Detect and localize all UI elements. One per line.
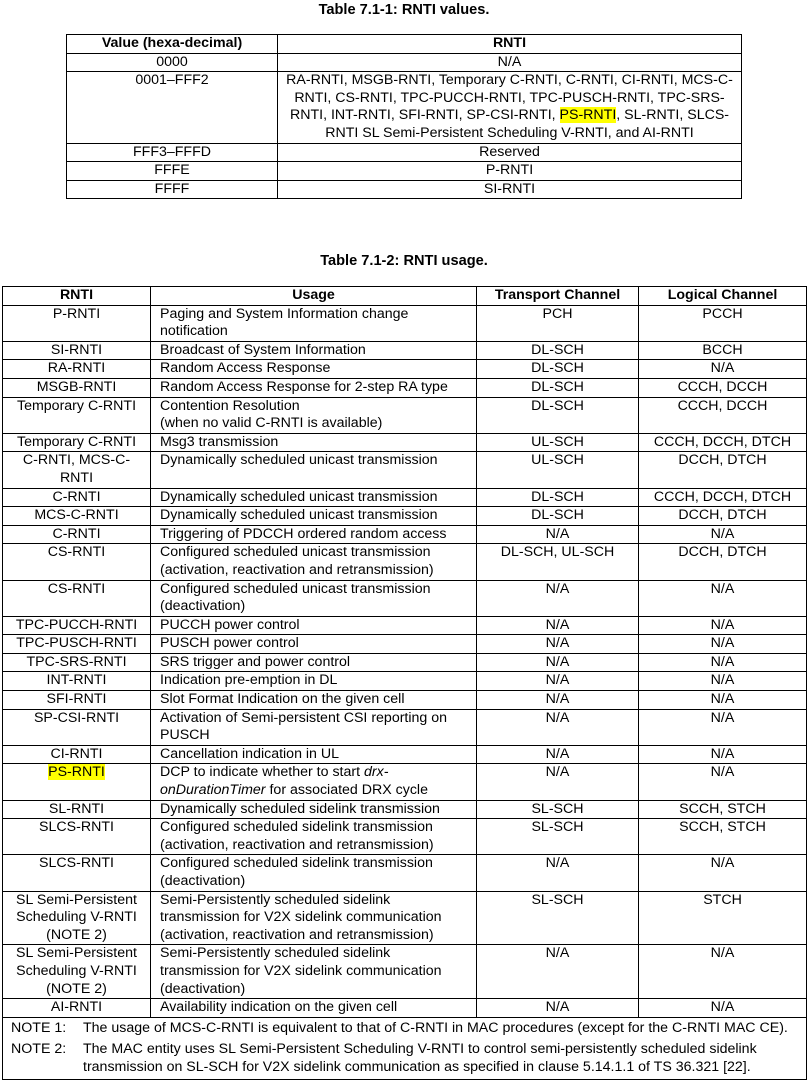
rnti-cell: MCS-C-RNTI <box>3 507 151 526</box>
rnti-cell: MSGB-RNTI <box>3 378 151 397</box>
rnti-cell: SFI-RNTI <box>3 691 151 710</box>
transport-channel-cell: N/A <box>477 653 639 672</box>
logical-channel-cell: N/A <box>639 745 807 764</box>
logical-channel-cell: N/A <box>639 709 807 745</box>
logical-channel-cell: CCCH, DCCH, DTCH <box>639 488 807 507</box>
usage-cell: SRS trigger and power control <box>151 653 477 672</box>
transport-channel-cell: N/A <box>477 616 639 635</box>
table-row <box>3 999 807 1018</box>
logical-channel-cell: N/A <box>639 945 807 999</box>
usage-cell: Configured scheduled unicast transmission (deactivation) <box>151 580 477 616</box>
value-cell: 0001–FFF2 <box>67 72 278 143</box>
table-row <box>3 855 807 891</box>
usage-cell: Paging and System Information change notification <box>151 305 477 341</box>
value-cell: FFFE <box>67 162 278 181</box>
table-row <box>67 180 742 199</box>
transport-channel-cell: DL-SCH <box>477 488 639 507</box>
usage-cell: Configured scheduled sidelink transmission (activation, reactivation and retransmission) <box>151 819 477 855</box>
logical-channel-cell: N/A <box>639 653 807 672</box>
rnti-cell: SL Semi-Persistent Scheduling V-RNTI (NOTE 2) <box>3 945 151 999</box>
table-7-1-1-caption: Table 7.1-1: RNTI values. <box>318 2 490 18</box>
usage-cell: Availability indication on the given cell <box>151 999 477 1018</box>
rnti-cell: SP-CSI-RNTI <box>3 709 151 745</box>
rnti-cell: SLCS-RNTI <box>3 855 151 891</box>
transport-channel-cell: N/A <box>477 525 639 544</box>
rnti-cell: N/A <box>278 53 742 72</box>
transport-channel-cell: DL-SCH <box>477 360 639 379</box>
logical-channel-cell: N/A <box>639 360 807 379</box>
logical-channel-cell: N/A <box>639 691 807 710</box>
usage-text: Contention Resolution <box>160 397 300 414</box>
logical-channel-cell: N/A <box>639 764 807 800</box>
rnti-cell: SL-RNTI <box>3 800 151 819</box>
usage-text: (when no valid C-RNTI is available) <box>160 415 383 432</box>
usage-cell: Slot Format Indication on the given cell <box>151 691 477 710</box>
usage-cell: Dynamically scheduled unicast transmission <box>151 452 477 488</box>
header-transport-channel: Transport Channel <box>477 287 639 306</box>
usage-cell: Configured scheduled sidelink transmission (deactivation) <box>151 855 477 891</box>
note-1 <box>11 1020 802 1038</box>
table-row <box>3 764 807 800</box>
table-row <box>3 945 807 999</box>
table-row <box>67 72 742 143</box>
logical-channel-cell: N/A <box>639 525 807 544</box>
rnti-list-text: , SL-RNTI, SLCS-RNTI SL Semi-Persistent Scheduling V-RNTI, and AI-RNTI <box>325 107 730 141</box>
table-row <box>3 691 807 710</box>
table-row <box>3 745 807 764</box>
notes-cell <box>3 1017 807 1079</box>
transport-channel-cell: N/A <box>477 580 639 616</box>
logical-channel-cell: DCCH, DTCH <box>639 507 807 526</box>
transport-channel-cell: PCH <box>477 305 639 341</box>
transport-channel-cell: N/A <box>477 709 639 745</box>
usage-text: DCP to indicate whether to start <box>160 764 364 781</box>
table-header-row <box>67 35 742 54</box>
table-row <box>3 672 807 691</box>
usage-cell: Dynamically scheduled unicast transmission <box>151 488 477 507</box>
ps-rnti-highlight: PS-RNTI <box>48 764 105 781</box>
value-cell: FFF3–FFFD <box>67 143 278 162</box>
usage-cell: Random Access Response for 2-step RA type <box>151 378 477 397</box>
rnti-cell: Temporary C-RNTI <box>3 433 151 452</box>
rnti-cell: AI-RNTI <box>3 999 151 1018</box>
logical-channel-cell: PCCH <box>639 305 807 341</box>
transport-channel-cell: DL-SCH <box>477 397 639 433</box>
usage-cell: Activation of Semi-persistent CSI reporting on PUSCH <box>151 709 477 745</box>
usage-cell: Semi-Persistently scheduled sidelink transmission for V2X sidelink communication (deactivation) <box>151 945 477 999</box>
note-text: The MAC entity uses SL Semi-Persistent Scheduling V-RNTI to control semi-persistently scheduled sidelink transmission on SL-SCH for V2X sidelink communication as specified in clause 5.14.1.1 of TS 36.321 [22]. <box>83 1041 757 1075</box>
rnti-cell: C-RNTI <box>3 488 151 507</box>
value-cell: FFFF <box>67 180 278 199</box>
logical-channel-cell: N/A <box>639 580 807 616</box>
transport-channel-cell: N/A <box>477 691 639 710</box>
rnti-cell: TPC-PUSCH-RNTI <box>3 635 151 654</box>
rnti-values-table <box>66 34 742 199</box>
rnti-cell: SL Semi-Persistent Scheduling V-RNTI (NOTE 2) <box>3 891 151 945</box>
transport-channel-cell: UL-SCH <box>477 433 639 452</box>
transport-channel-cell: N/A <box>477 635 639 654</box>
rnti-cell: CS-RNTI <box>3 580 151 616</box>
logical-channel-cell: DCCH, DTCH <box>639 544 807 580</box>
logical-channel-cell: CCCH, DCCH <box>639 397 807 433</box>
table-row <box>3 488 807 507</box>
table-row <box>3 580 807 616</box>
usage-cell <box>151 397 477 433</box>
rnti-cell: C-RNTI <box>3 525 151 544</box>
rnti-cell <box>3 764 151 800</box>
usage-cell: Triggering of PDCCH ordered random access <box>151 525 477 544</box>
note-text: The usage of MCS-C-RNTI is equivalent to that of C-RNTI in MAC procedures (except for the C-RNTI MAC CE). <box>83 1019 788 1036</box>
table-row <box>3 305 807 341</box>
logical-channel-cell: N/A <box>639 672 807 691</box>
logical-channel-cell: DCCH, DTCH <box>639 452 807 488</box>
logical-channel-cell: N/A <box>639 616 807 635</box>
rnti-cell <box>278 72 742 143</box>
table-row <box>3 360 807 379</box>
usage-cell: Msg3 transmission <box>151 433 477 452</box>
rnti-list-text: RA-RNTI, MSGB-RNTI, Temporary C-RNTI, C-RNTI, CI-RNTI, MCS-C-RNTI, CS-RNTI, TPC-PUCCH-RNTI, TPC-PUSCH-RNTI, TPC-SRS-RNTI, INT-RNTI, SFI-RNTI, SP-CSI-RNTI, <box>286 72 733 124</box>
header-rnti: RNTI <box>3 287 151 306</box>
rnti-cell: SLCS-RNTI <box>3 819 151 855</box>
usage-cell: Random Access Response <box>151 360 477 379</box>
transport-channel-cell: SL-SCH <box>477 800 639 819</box>
usage-cell: Cancellation indication in UL <box>151 745 477 764</box>
table-row <box>3 341 807 360</box>
rnti-cell: CS-RNTI <box>3 544 151 580</box>
logical-channel-cell: N/A <box>639 855 807 891</box>
logical-channel-cell: N/A <box>639 635 807 654</box>
usage-cell: PUSCH power control <box>151 635 477 654</box>
note-2 <box>11 1041 802 1076</box>
table-row <box>67 53 742 72</box>
notes-row <box>3 1017 807 1079</box>
table-row <box>3 544 807 580</box>
rnti-cell: Reserved <box>278 143 742 162</box>
table-row <box>67 162 742 181</box>
rnti-cell: INT-RNTI <box>3 672 151 691</box>
transport-channel-cell: N/A <box>477 945 639 999</box>
transport-channel-cell: DL-SCH <box>477 341 639 360</box>
rnti-cell: C-RNTI, MCS-C-RNTI <box>3 452 151 488</box>
transport-channel-cell: N/A <box>477 745 639 764</box>
note-tag: NOTE 1: <box>11 1019 67 1036</box>
table-row <box>3 653 807 672</box>
value-cell: 0000 <box>67 53 278 72</box>
logical-channel-cell: CCCH, DCCH <box>639 378 807 397</box>
table-row <box>3 800 807 819</box>
usage-cell <box>151 764 477 800</box>
ps-rnti-highlight: PS-RNTI <box>559 107 617 124</box>
transport-channel-cell: DL-SCH, UL-SCH <box>477 544 639 580</box>
transport-channel-cell: UL-SCH <box>477 452 639 488</box>
transport-channel-cell: DL-SCH <box>477 378 639 397</box>
transport-channel-cell: SL-SCH <box>477 819 639 855</box>
rnti-cell: TPC-PUCCH-RNTI <box>3 616 151 635</box>
rnti-cell: CI-RNTI <box>3 745 151 764</box>
rnti-cell: P-RNTI <box>278 162 742 181</box>
table-row <box>3 635 807 654</box>
table-row <box>3 525 807 544</box>
transport-channel-cell: N/A <box>477 672 639 691</box>
note-tag: NOTE 2: <box>11 1041 67 1058</box>
logical-channel-cell: STCH <box>639 891 807 945</box>
table-row <box>3 819 807 855</box>
table-row <box>3 616 807 635</box>
table-row <box>3 378 807 397</box>
rnti-cell: TPC-SRS-RNTI <box>3 653 151 672</box>
transport-channel-cell: N/A <box>477 999 639 1018</box>
header-usage: Usage <box>151 287 477 306</box>
usage-cell: Broadcast of System Information <box>151 341 477 360</box>
rnti-cell: P-RNTI <box>3 305 151 341</box>
usage-cell: Configured scheduled unicast transmission (activation, reactivation and retransmission) <box>151 544 477 580</box>
usage-text: for associated DRX cycle <box>265 782 428 799</box>
rnti-cell: Temporary C-RNTI <box>3 397 151 433</box>
usage-cell: PUCCH power control <box>151 616 477 635</box>
usage-cell: Semi-Persistently scheduled sidelink transmission for V2X sidelink communication (activation, reactivation and retransmission) <box>151 891 477 945</box>
transport-channel-cell: N/A <box>477 764 639 800</box>
header-logical-channel: Logical Channel <box>639 287 807 306</box>
table-row <box>3 891 807 945</box>
rnti-cell: SI-RNTI <box>278 180 742 199</box>
transport-channel-cell: DL-SCH <box>477 507 639 526</box>
table-row <box>67 143 742 162</box>
table-header-row <box>3 287 807 306</box>
header-rnti: RNTI <box>278 35 742 54</box>
header-value: Value (hexa-decimal) <box>67 35 278 54</box>
table-row <box>3 452 807 488</box>
logical-channel-cell: N/A <box>639 999 807 1018</box>
logical-channel-cell: BCCH <box>639 341 807 360</box>
usage-cell: Dynamically scheduled unicast transmission <box>151 507 477 526</box>
usage-cell: Indication pre-emption in DL <box>151 672 477 691</box>
transport-channel-cell: SL-SCH <box>477 891 639 945</box>
table-7-1-2-caption: Table 7.1-2: RNTI usage. <box>320 253 488 269</box>
logical-channel-cell: CCCH, DCCH, DTCH <box>639 433 807 452</box>
usage-cell: Dynamically scheduled sidelink transmission <box>151 800 477 819</box>
transport-channel-cell: N/A <box>477 855 639 891</box>
rnti-cell: SI-RNTI <box>3 341 151 360</box>
table-row <box>3 709 807 745</box>
table-row <box>3 433 807 452</box>
table-row <box>3 397 807 433</box>
rnti-cell: RA-RNTI <box>3 360 151 379</box>
rnti-usage-table <box>2 286 807 1080</box>
logical-channel-cell: SCCH, STCH <box>639 819 807 855</box>
table-row <box>3 507 807 526</box>
logical-channel-cell: SCCH, STCH <box>639 800 807 819</box>
usage-italic-text: drx-onDurationTimer <box>160 764 389 799</box>
